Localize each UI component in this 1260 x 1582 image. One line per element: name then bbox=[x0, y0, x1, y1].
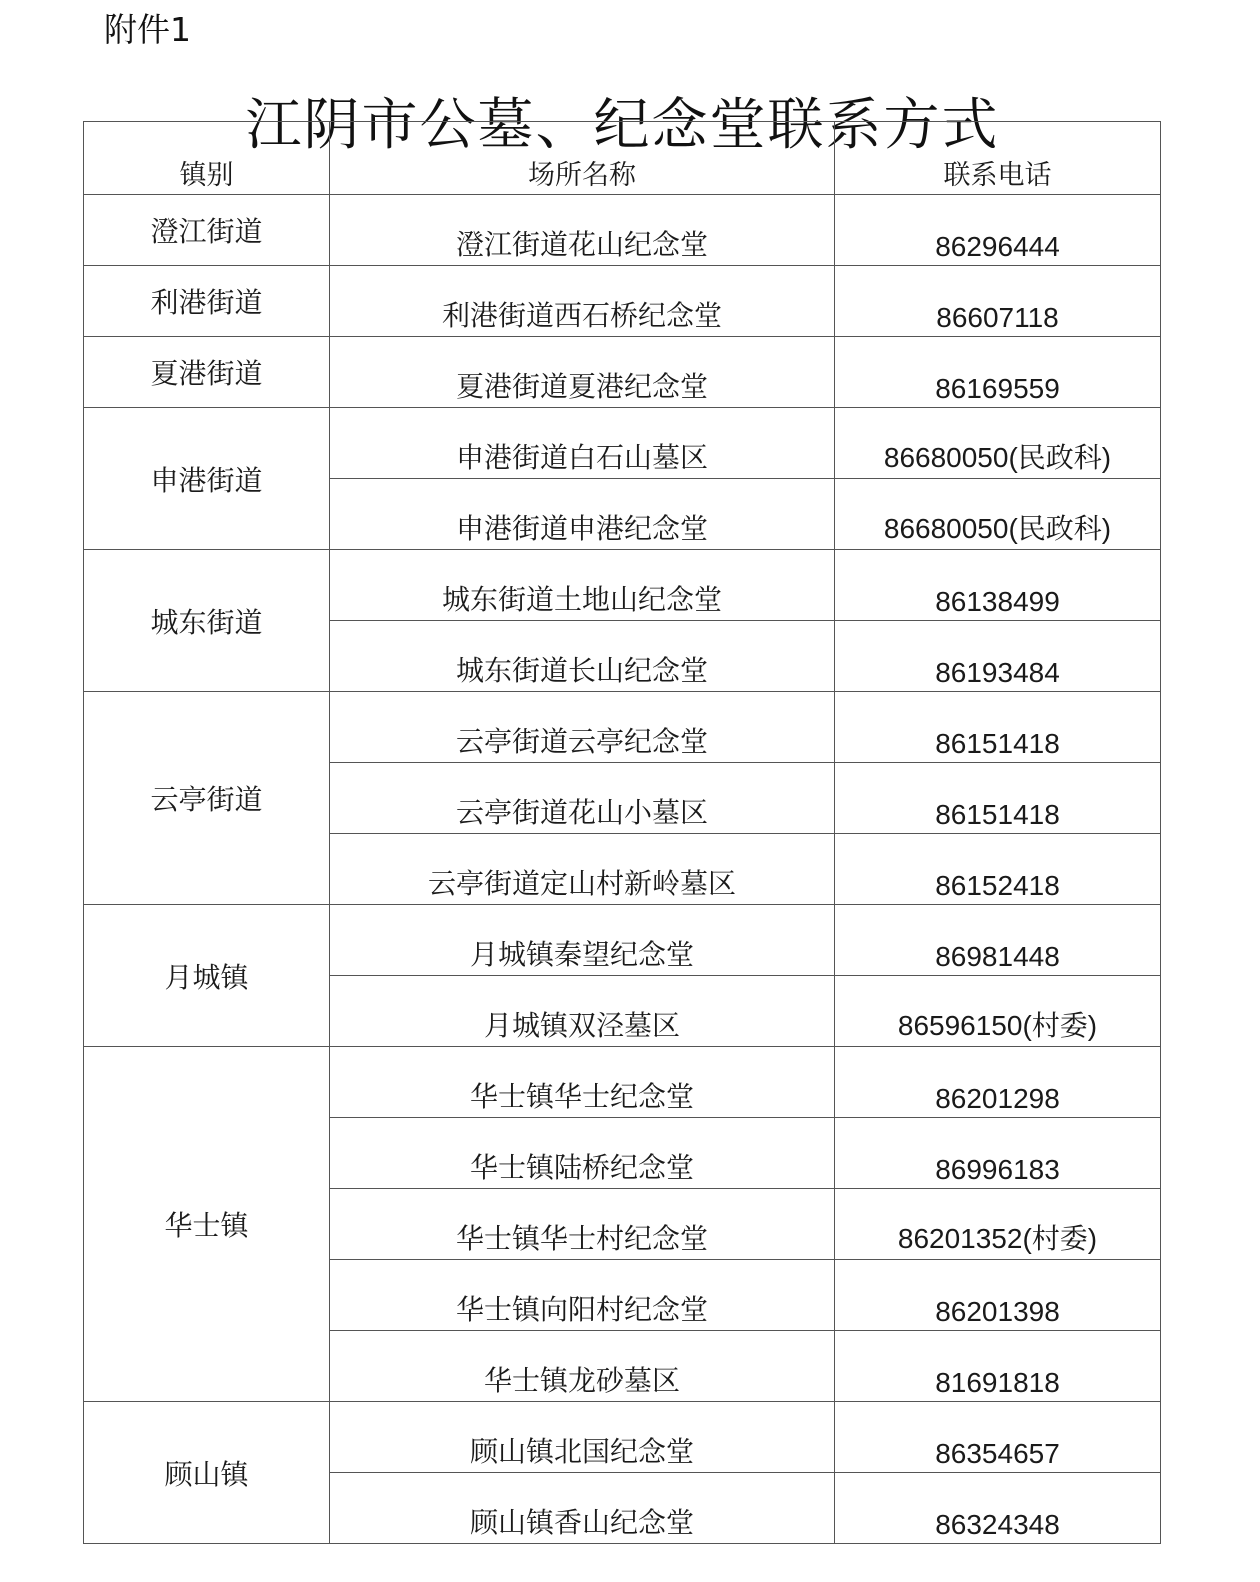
venue-cell: 华士镇龙砂墓区 bbox=[330, 1331, 835, 1402]
venue-cell: 月城镇秦望纪念堂 bbox=[330, 905, 835, 976]
venue-cell: 华士镇陆桥纪念堂 bbox=[330, 1118, 835, 1189]
town-cell: 城东街道 bbox=[84, 550, 330, 692]
table-row bbox=[84, 408, 1161, 479]
phone-cell: 86324348 bbox=[835, 1473, 1161, 1544]
venue-cell: 华士镇华士村纪念堂 bbox=[330, 1189, 835, 1260]
venue-cell: 月城镇双泾墓区 bbox=[330, 976, 835, 1047]
phone-cell: 86138499 bbox=[835, 550, 1161, 621]
venue-cell: 澄江街道花山纪念堂 bbox=[330, 195, 835, 266]
venue-cell: 申港街道申港纪念堂 bbox=[330, 479, 835, 550]
table-row bbox=[84, 1047, 1161, 1118]
phone-cell: 86981448 bbox=[835, 905, 1161, 976]
town-cell: 顾山镇 bbox=[84, 1402, 330, 1544]
phone-cell: 86354657 bbox=[835, 1402, 1161, 1473]
phone-cell: 86152418 bbox=[835, 834, 1161, 905]
table-header-row bbox=[84, 122, 1161, 195]
town-cell: 月城镇 bbox=[84, 905, 330, 1047]
venue-cell: 申港街道白石山墓区 bbox=[330, 408, 835, 479]
venue-cell: 华士镇向阳村纪念堂 bbox=[330, 1260, 835, 1331]
town-cell: 申港街道 bbox=[84, 408, 330, 550]
phone-cell: 86201352(村委) bbox=[835, 1189, 1161, 1260]
town-cell: 利港街道 bbox=[84, 266, 330, 337]
phone-cell: 86296444 bbox=[835, 195, 1161, 266]
phone-cell: 86607118 bbox=[835, 266, 1161, 337]
table-row bbox=[84, 550, 1161, 621]
phone-cell: 86193484 bbox=[835, 621, 1161, 692]
venue-cell: 云亭街道云亭纪念堂 bbox=[330, 692, 835, 763]
phone-cell: 86680050(民政科) bbox=[835, 479, 1161, 550]
venue-cell: 利港街道西石桥纪念堂 bbox=[330, 266, 835, 337]
header-town: 镇别 bbox=[84, 122, 330, 195]
phone-cell: 86151418 bbox=[835, 692, 1161, 763]
phone-cell: 81691818 bbox=[835, 1331, 1161, 1402]
phone-cell: 86596150(村委) bbox=[835, 976, 1161, 1047]
venue-cell: 顾山镇北国纪念堂 bbox=[330, 1402, 835, 1473]
phone-cell: 86169559 bbox=[835, 337, 1161, 408]
venue-cell: 云亭街道花山小墓区 bbox=[330, 763, 835, 834]
document-title: 江阴市公墓、纪念堂联系方式 bbox=[245, 92, 1000, 158]
phone-cell: 86201398 bbox=[835, 1260, 1161, 1331]
table-row bbox=[84, 692, 1161, 763]
venue-cell: 云亭街道定山村新岭墓区 bbox=[330, 834, 835, 905]
venue-cell: 华士镇华士纪念堂 bbox=[330, 1047, 835, 1118]
header-venue: 场所名称 bbox=[330, 122, 835, 195]
table-row bbox=[84, 337, 1161, 408]
table-row bbox=[84, 1402, 1161, 1473]
venue-cell: 顾山镇香山纪念堂 bbox=[330, 1473, 835, 1544]
town-cell: 云亭街道 bbox=[84, 692, 330, 905]
phone-cell: 86201298 bbox=[835, 1047, 1161, 1118]
town-cell: 华士镇 bbox=[84, 1047, 330, 1402]
venue-cell: 夏港街道夏港纪念堂 bbox=[330, 337, 835, 408]
phone-cell: 86996183 bbox=[835, 1118, 1161, 1189]
table-body bbox=[84, 195, 1161, 1544]
phone-cell: 86680050(民政科) bbox=[835, 408, 1161, 479]
attachment-label: 附件1 bbox=[104, 10, 191, 49]
town-cell: 澄江街道 bbox=[84, 195, 330, 266]
venue-cell: 城东街道土地山纪念堂 bbox=[330, 550, 835, 621]
header-phone: 联系电话 bbox=[835, 122, 1161, 195]
table-row bbox=[84, 905, 1161, 976]
venue-cell: 城东街道长山纪念堂 bbox=[330, 621, 835, 692]
town-cell: 夏港街道 bbox=[84, 337, 330, 408]
phone-cell: 86151418 bbox=[835, 763, 1161, 834]
table-row bbox=[84, 266, 1161, 337]
table-row bbox=[84, 195, 1161, 266]
contacts-table bbox=[83, 121, 1161, 1544]
